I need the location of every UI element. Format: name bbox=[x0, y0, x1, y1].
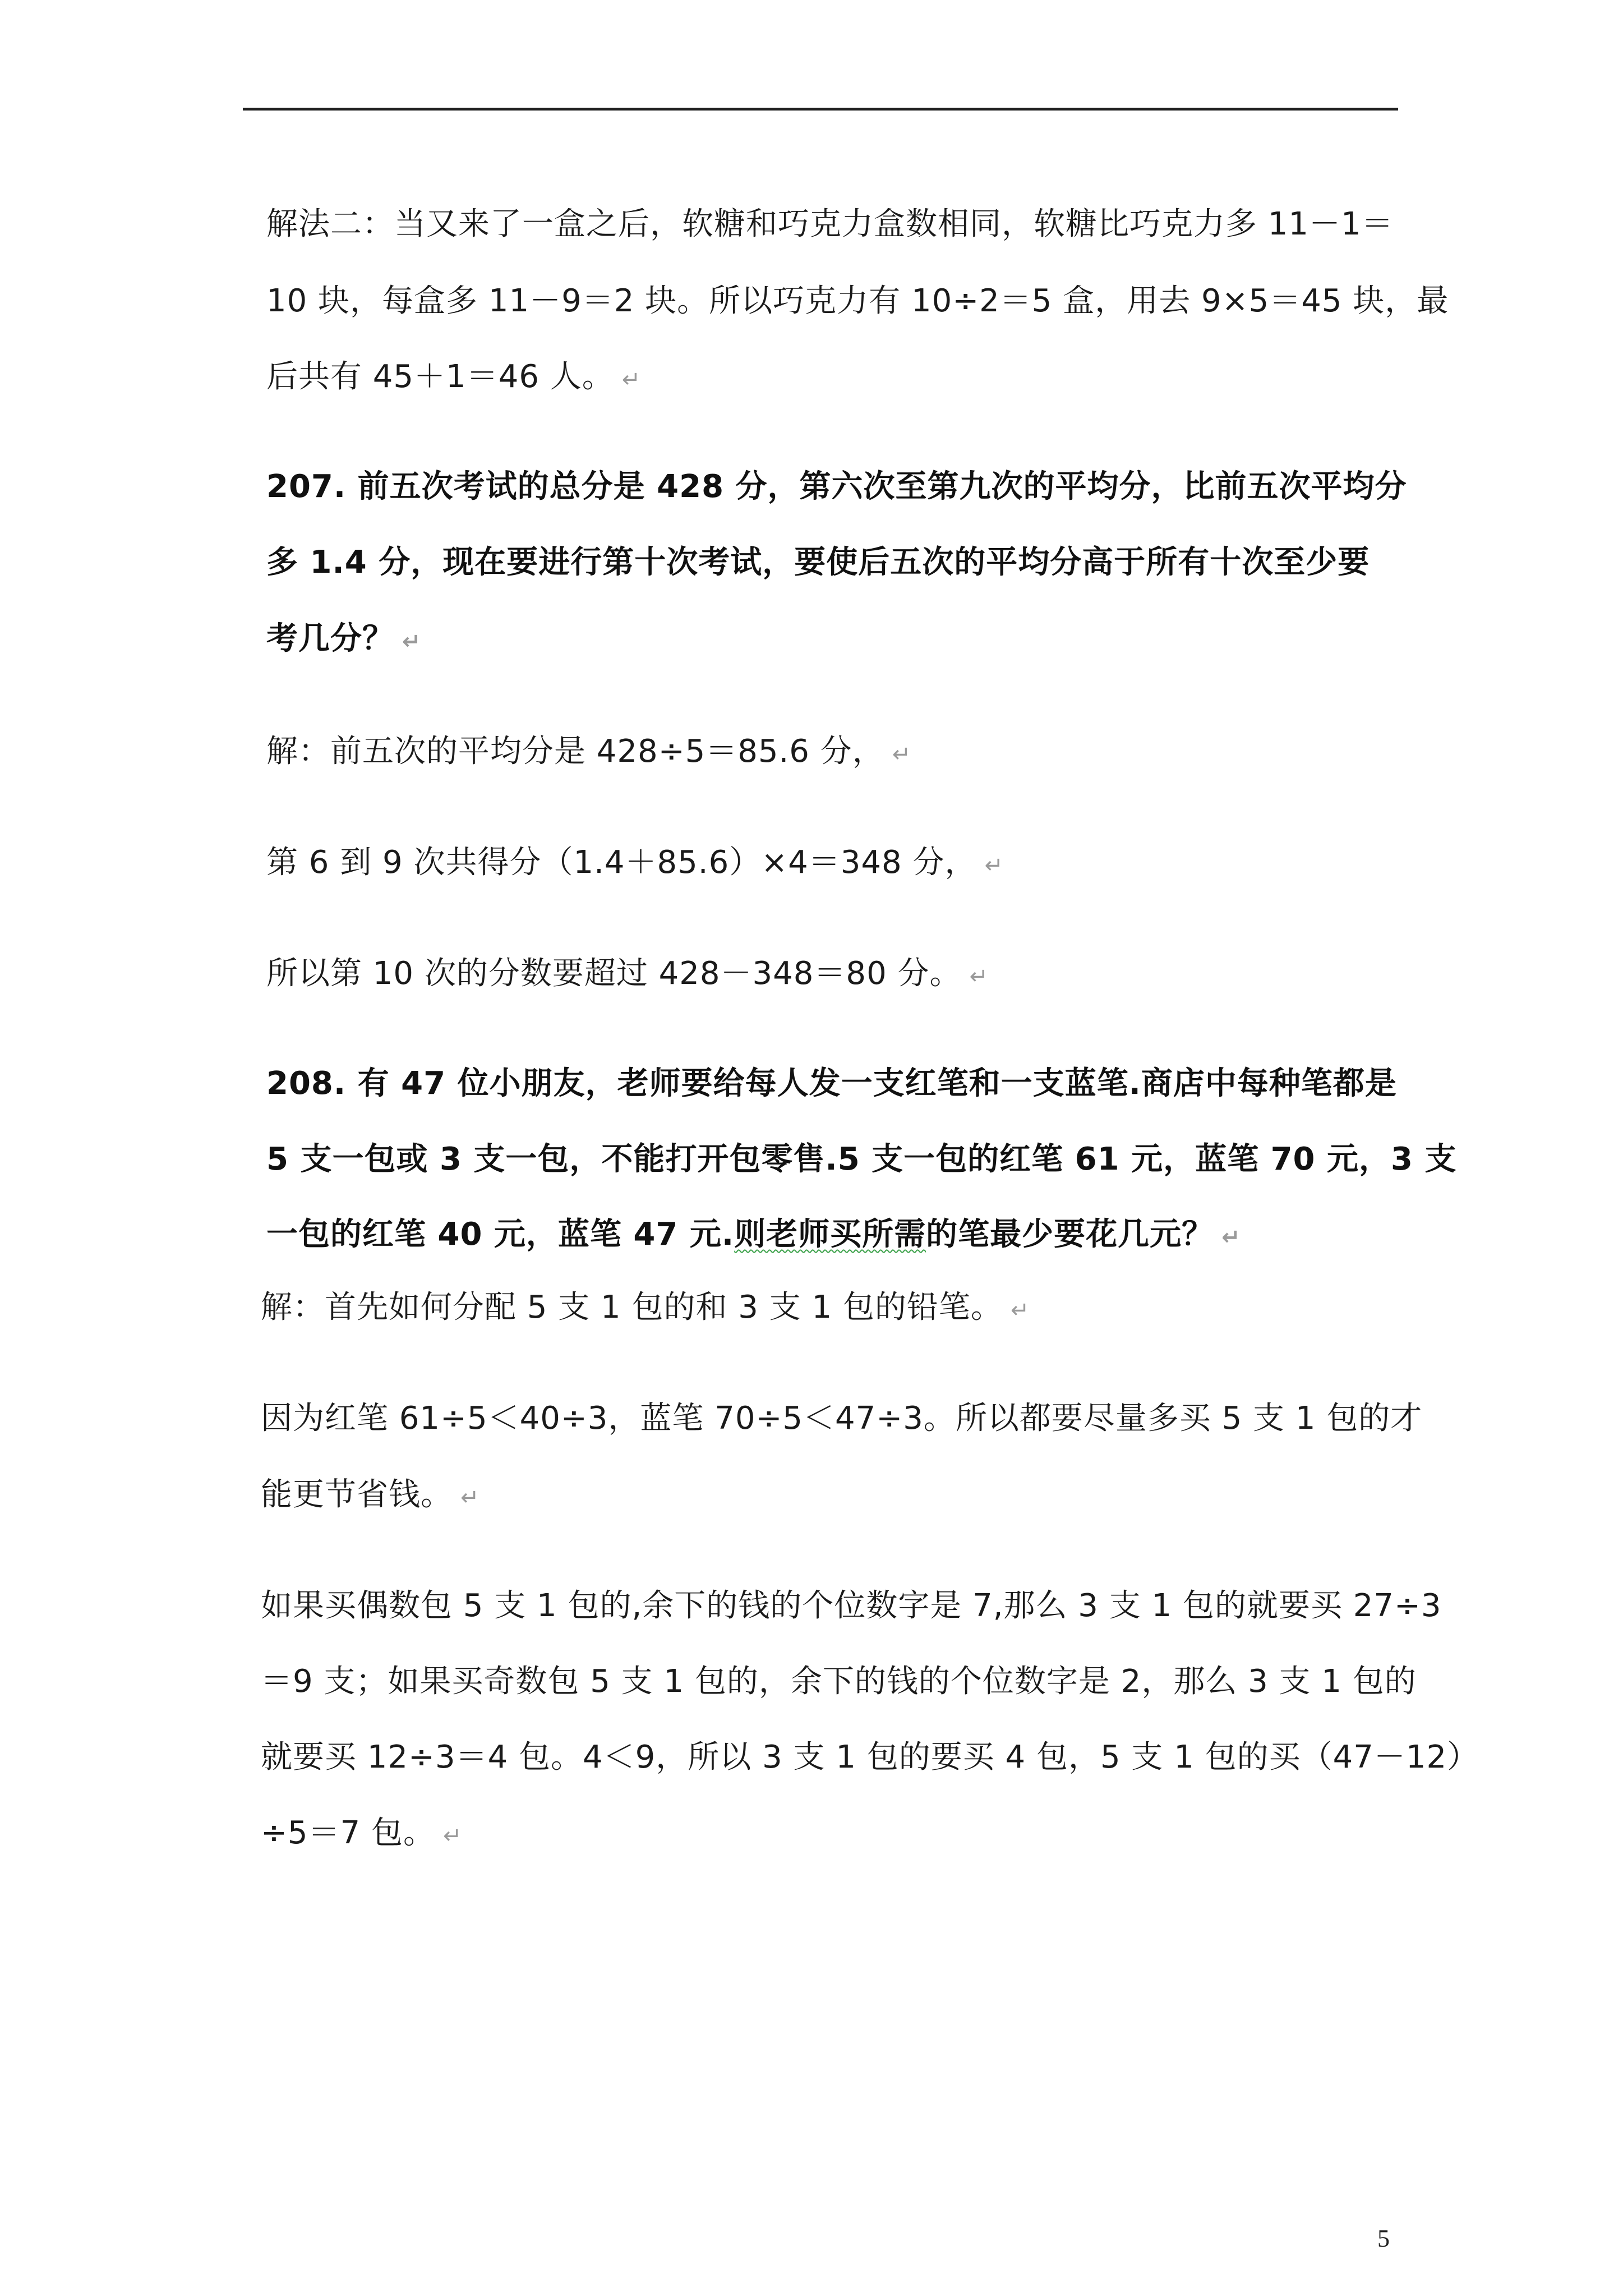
paragraph-mark: ↵ bbox=[969, 964, 989, 990]
solution-208-line-1: 解：首先如何分配 5 支 1 包的和 3 支 1 包的铅笔。 ↵ bbox=[261, 1289, 1030, 1326]
header-rule bbox=[243, 108, 1398, 111]
solution-208-line-5: ＝9 支；如果买奇数包 5 支 1 包的，余下的钱的个位数字是 2，那么 3 支 1 包的 bbox=[261, 1663, 1417, 1700]
paragraph-mark: ↵ bbox=[621, 367, 642, 393]
problem-207-line-3: 考几分？ ↵ bbox=[266, 620, 422, 657]
solution-2-line-1: 解法二：当又来了一盒之后，软糖和巧克力盒数相同，软糖比巧克力多 11－1＝ bbox=[266, 206, 1394, 242]
solution-207-line-1: 解：前五次的平均分是 428÷5＝85.6 分， ↵ bbox=[266, 733, 912, 770]
paragraph-mark: ↵ bbox=[984, 853, 1004, 878]
solution-208-line-2: 因为红笔 61÷5＜40÷3，蓝笔 70÷5＜47÷3。所以都要尽量多买 5 支 1 包的才 bbox=[261, 1400, 1423, 1437]
solution-208-line-4: 如果买偶数包 5 支 1 包的,余下的钱的个位数字是 7,那么 3 支 1 包的就要买 27÷3 bbox=[261, 1588, 1442, 1624]
problem-207-line-1: 207. 前五次考试的总分是 428 分，第六次至第九次的平均分，比前五次平均分 bbox=[266, 468, 1407, 505]
problem-208-line-2: 5 支一包或 3 支一包，不能打开包零售.5 支一包的红笔 61 元，蓝笔 70 元，3 支 bbox=[266, 1141, 1457, 1177]
paragraph-mark: ↵ bbox=[442, 1823, 463, 1849]
page-number: 5 bbox=[1377, 2225, 1390, 2252]
grammar-squiggle: 则老师买所需 bbox=[734, 1216, 926, 1253]
solution-207-line-2: 第 6 到 9 次共得分（1.4＋85.6）×4＝348 分， ↵ bbox=[266, 844, 1004, 881]
problem-207-line-2: 多 1.4 分，现在要进行第十次考试，要使后五次的平均分高于所有十次至少要 bbox=[266, 544, 1370, 581]
solution-207-line-3: 所以第 10 次的分数要超过 428－348＝80 分。 ↵ bbox=[266, 955, 989, 992]
solution-208-line-7: ÷5＝7 包。 ↵ bbox=[261, 1815, 463, 1851]
solution-208-line-6: 就要买 12÷3＝4 包。4＜9，所以 3 支 1 包的要买 4 包，5 支 1 包的买（47－12） bbox=[261, 1739, 1479, 1775]
solution-2-line-2: 10 块，每盒多 11－9＝2 块。所以巧克力有 10÷2＝5 盒，用去 9×5＝45 块，最 bbox=[266, 283, 1449, 319]
paragraph-mark: ↵ bbox=[892, 742, 912, 767]
solution-2-line-3: 后共有 45＋1＝46 人。 ↵ bbox=[266, 358, 642, 395]
paragraph-mark: ↵ bbox=[1221, 1225, 1241, 1250]
problem-208-line-3: 一包的红笔 40 元，蓝笔 47 元.则老师买所需的笔最少要花几元？ ↵ bbox=[266, 1216, 1241, 1253]
solution-208-line-3: 能更节省钱。 ↵ bbox=[261, 1476, 480, 1513]
paragraph-mark: ↵ bbox=[460, 1485, 480, 1511]
paragraph-mark: ↵ bbox=[1010, 1297, 1030, 1323]
paragraph-mark: ↵ bbox=[402, 629, 422, 655]
problem-208-line-1: 208. 有 47 位小朋友，老师要给每人发一支红笔和一支蓝笔.商店中每种笔都是 bbox=[266, 1065, 1397, 1102]
